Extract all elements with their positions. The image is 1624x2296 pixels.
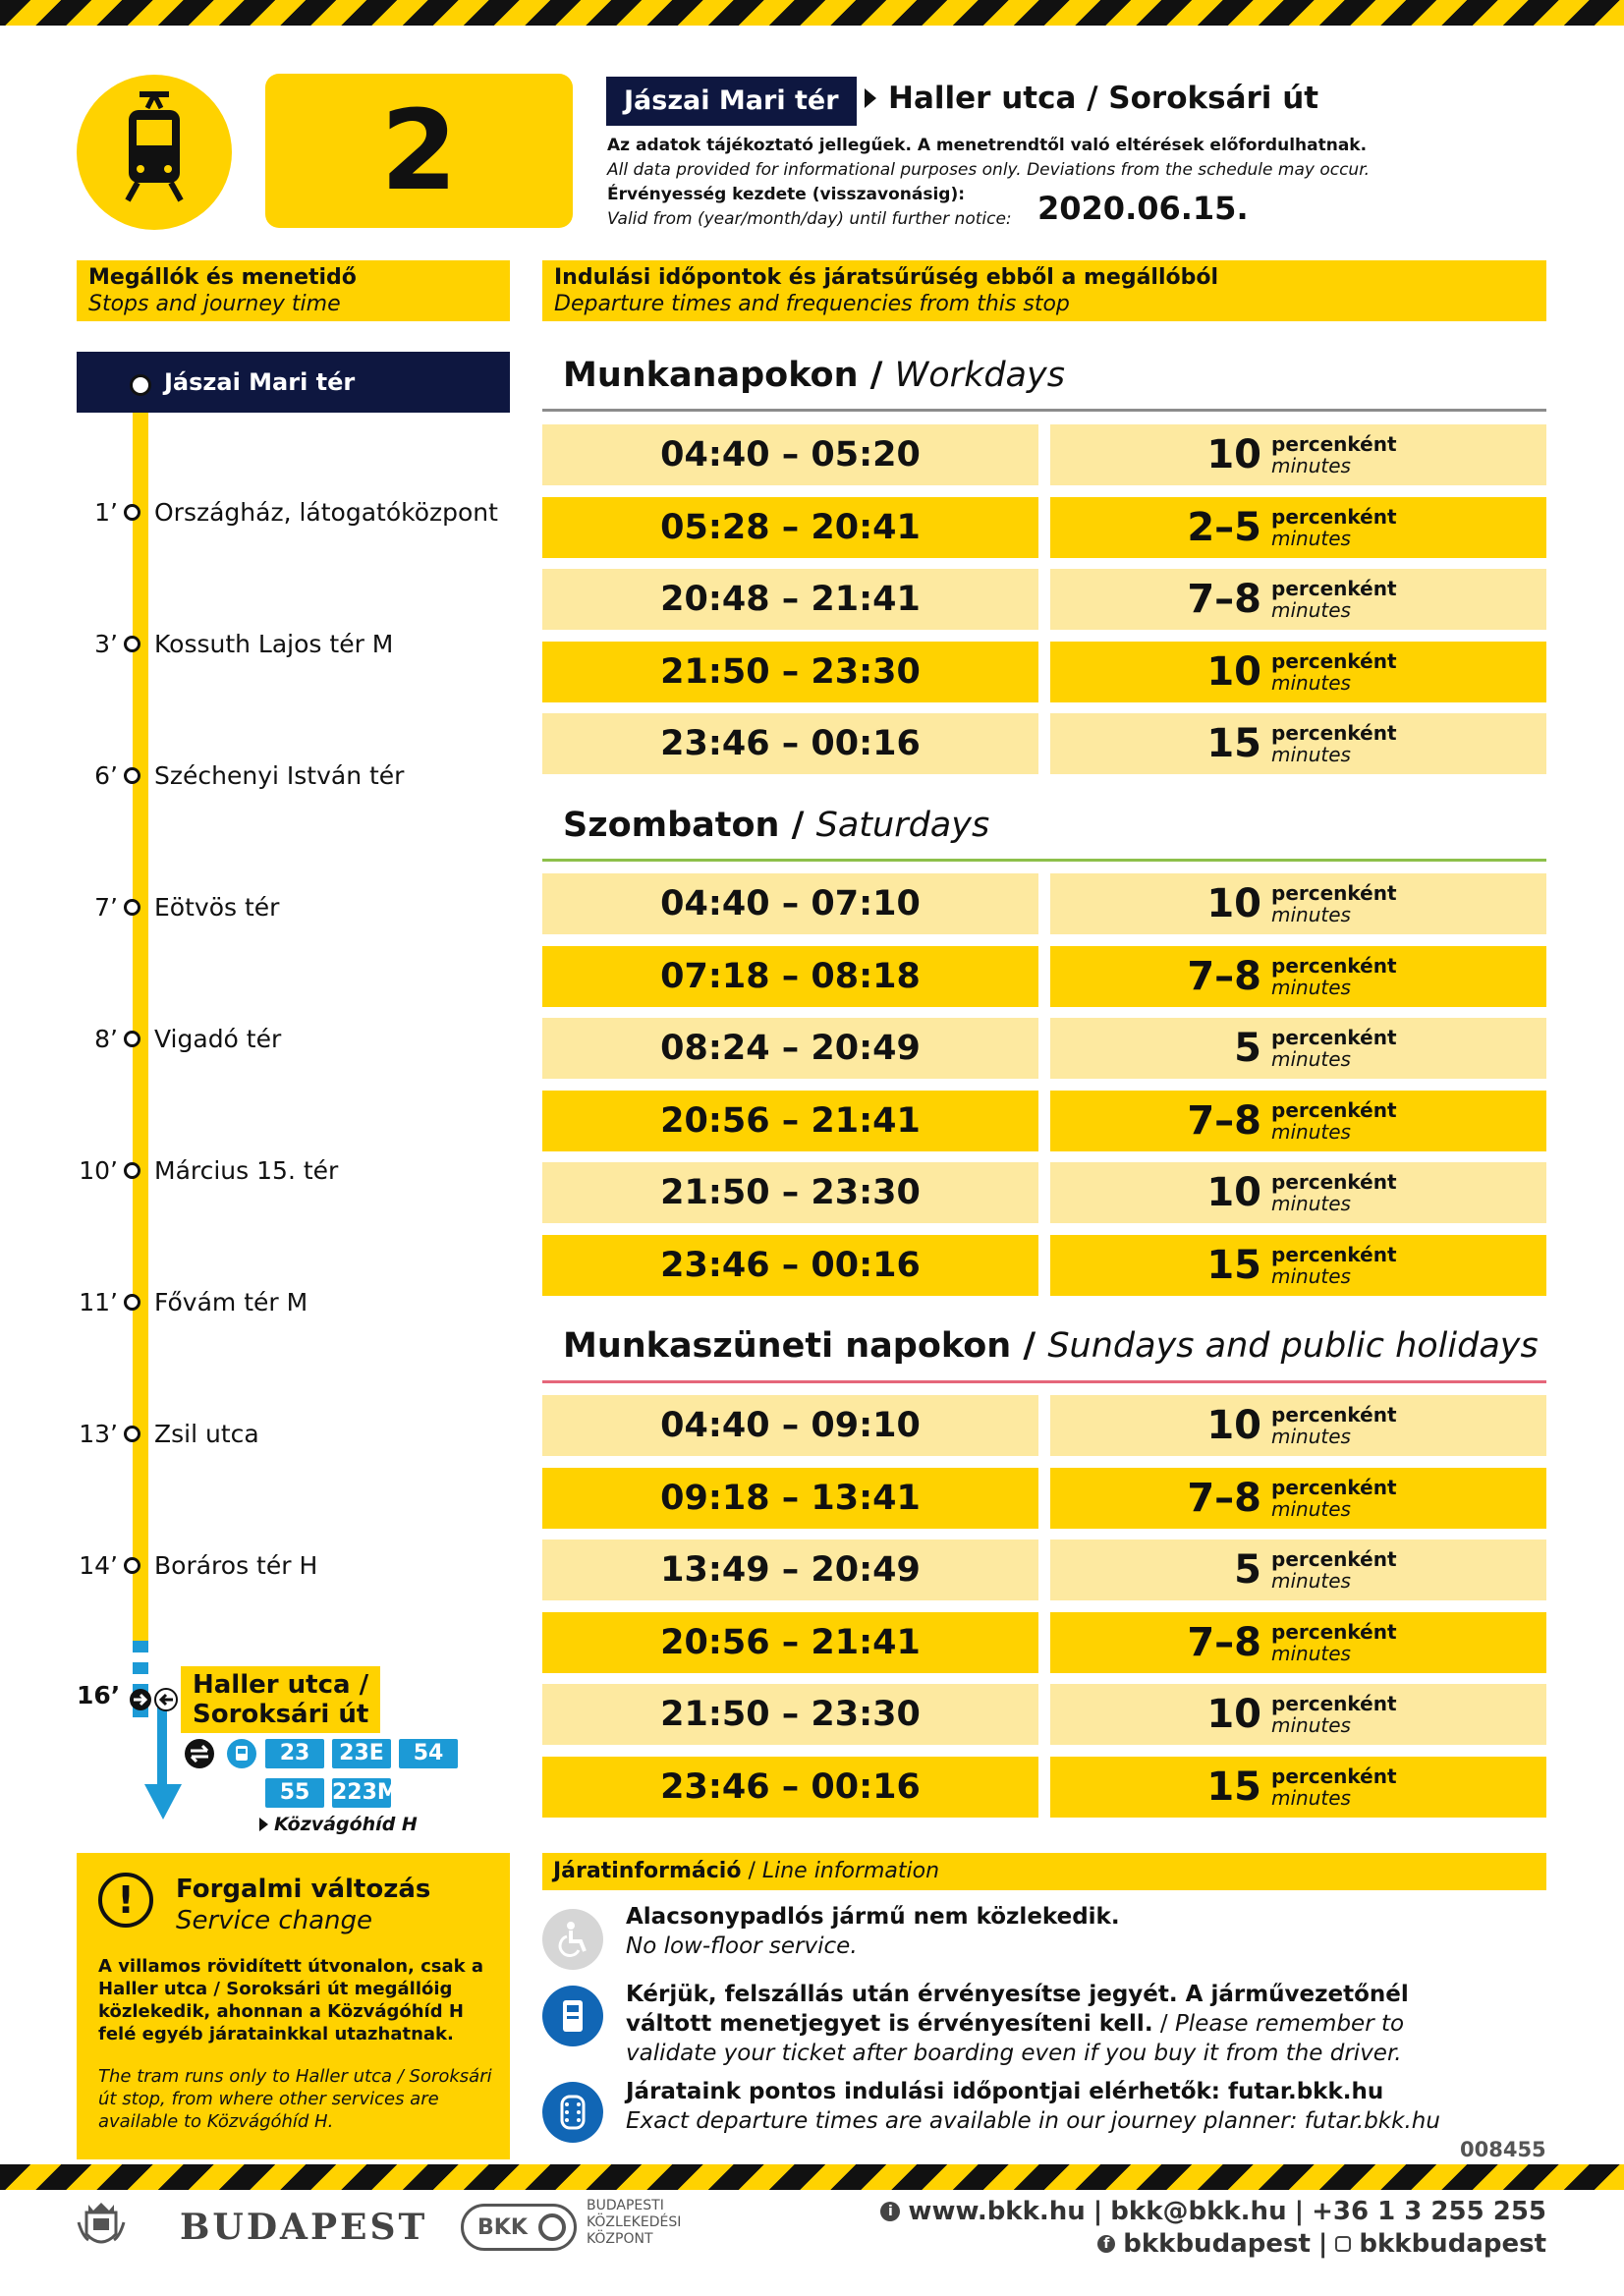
frequency-label-en: minutes bbox=[1271, 526, 1351, 550]
frequency-label-en: minutes bbox=[1271, 975, 1351, 999]
stop-row bbox=[59, 1417, 259, 1450]
budapest-wordmark: BUDAPEST bbox=[180, 2207, 428, 2248]
ticket-validator-icon bbox=[542, 1986, 603, 2046]
route-line bbox=[133, 393, 148, 1641]
departure-frequency bbox=[1050, 1468, 1546, 1529]
departure-frequency bbox=[1050, 424, 1546, 485]
departure-time-range: 04:40 – 09:10 bbox=[542, 1395, 1038, 1456]
stop-name: Március 15. tér bbox=[154, 1155, 339, 1185]
section-divider bbox=[542, 409, 1546, 412]
line-info-header: Járatinformáció / Line information bbox=[542, 1853, 1546, 1890]
frequency-label-en: minutes bbox=[1271, 1264, 1351, 1288]
frequency-label-en: minutes bbox=[1271, 1641, 1351, 1665]
departure-time-range: 23:46 – 00:16 bbox=[542, 1757, 1038, 1818]
first-stop-dot bbox=[130, 374, 151, 396]
stop-name: Országház, látogatóközpont bbox=[154, 497, 498, 527]
stop-row bbox=[59, 495, 498, 529]
stop-dot bbox=[124, 1031, 140, 1047]
notice-title-en: Service change bbox=[176, 1906, 373, 1935]
transfer-arrows-icon bbox=[129, 1688, 180, 1715]
departure-time-range: 23:46 – 00:16 bbox=[542, 1235, 1038, 1296]
departure-time-range: 21:50 – 23:30 bbox=[542, 1162, 1038, 1223]
departure-frequency bbox=[1050, 946, 1546, 1007]
info-item-3-hu: Járataink pontos indulási időpontjai elérhetők: futar.bkk.hu bbox=[626, 2079, 1384, 2104]
connection-badge: 23 bbox=[265, 1739, 324, 1768]
line-info-item-1 bbox=[626, 1902, 1510, 1961]
departure-frequency bbox=[1050, 569, 1546, 630]
connection-badge: 55 bbox=[265, 1778, 324, 1808]
stop-name: Boráros tér H bbox=[154, 1550, 318, 1580]
notice-title-hu: Forgalmi változás bbox=[176, 1875, 431, 1904]
frequency-label-en: minutes bbox=[1271, 903, 1351, 926]
phone-number: +36 1 3 255 255 bbox=[1312, 2197, 1546, 2226]
stop-name: Fővám tér M bbox=[154, 1287, 308, 1316]
stop-minutes: 6’ bbox=[94, 760, 118, 790]
departure-time-range: 13:49 – 20:49 bbox=[542, 1540, 1038, 1600]
facebook-icon: f bbox=[1097, 2235, 1115, 2253]
stop-row bbox=[59, 890, 279, 924]
stop-minutes: 8’ bbox=[94, 1024, 118, 1053]
departure-frequency bbox=[1050, 1540, 1546, 1600]
destination-label bbox=[865, 81, 1318, 116]
departure-time-range: 04:40 – 05:20 bbox=[542, 424, 1038, 485]
stop-row bbox=[59, 1285, 308, 1318]
frequency-label-hu: percenként bbox=[1271, 1026, 1397, 1050]
stop-dot bbox=[124, 1162, 140, 1179]
frequency-value: 5 bbox=[1234, 1547, 1261, 1594]
frequency-label-en: minutes bbox=[1271, 598, 1351, 623]
notice-body-en: The tram runs only to Haller utca / Soroksári út stop, from where other services are available to Közvágóhíd H. bbox=[98, 2066, 492, 2132]
stop-minutes: 11’ bbox=[79, 1287, 118, 1316]
frequency-label-en: minutes bbox=[1271, 454, 1351, 477]
departure-frequency bbox=[1050, 1395, 1546, 1456]
stop-dot bbox=[124, 636, 140, 652]
section-divider bbox=[542, 859, 1546, 862]
departure-frequency bbox=[1050, 1162, 1546, 1223]
info-item-1-hu: Alacsonypadlós jármű nem közlekedik. bbox=[626, 1904, 1120, 1930]
frequency-label-en: minutes bbox=[1271, 1192, 1351, 1216]
facebook-handle[interactable]: bkkbudapest bbox=[1123, 2229, 1311, 2259]
departure-frequency bbox=[1050, 1018, 1546, 1079]
info-item-2-hu: Kérjük, felszállás után érvényesítse jegyét. A járművezetőnél váltott menetjegyet is érvényesíteni kell. bbox=[626, 1982, 1409, 2037]
frequency-label-hu: percenként bbox=[1271, 648, 1397, 673]
departure-frequency bbox=[1050, 1684, 1546, 1745]
bkk-name bbox=[587, 2198, 681, 2248]
frequency-value: 5 bbox=[1234, 1026, 1261, 1072]
stop-minutes: 7’ bbox=[94, 892, 118, 922]
stop-row bbox=[59, 627, 393, 660]
triangle-arrow-icon bbox=[865, 88, 876, 108]
stop-minutes: 3’ bbox=[94, 629, 118, 658]
instagram-handle[interactable]: bkkbudapest bbox=[1359, 2229, 1546, 2259]
section-title-hu: Munkaszüneti napokon bbox=[563, 1326, 1012, 1366]
departure-frequency bbox=[1050, 1235, 1546, 1296]
departure-time-range: 04:40 – 07:10 bbox=[542, 873, 1038, 934]
stop-name: Vigadó tér bbox=[154, 1024, 282, 1053]
departure-time-range: 20:48 – 21:41 bbox=[542, 569, 1038, 630]
bkk-logo-text: BKK bbox=[477, 2215, 528, 2240]
departures-title-hu: Indulási időpontok és járatsűrűség ebből a megállóból bbox=[554, 265, 1219, 290]
frequency-value: 2–5 bbox=[1187, 504, 1261, 550]
line-info-title-hu: Járatinformáció bbox=[553, 1859, 742, 1883]
hazard-stripe-top bbox=[0, 0, 1624, 26]
departure-time-range: 08:24 – 20:49 bbox=[542, 1018, 1038, 1079]
departures-panel-header bbox=[542, 260, 1546, 321]
departures-title-en: Departure times and frequencies from this stop bbox=[554, 292, 1070, 316]
frequency-value: 7–8 bbox=[1187, 1097, 1261, 1144]
frequency-label-en: minutes bbox=[1271, 1569, 1351, 1594]
departure-time-range: 05:28 – 20:41 bbox=[542, 497, 1038, 558]
departure-time-range: 20:56 – 21:41 bbox=[542, 1091, 1038, 1151]
arrow-down-icon bbox=[144, 1784, 182, 1820]
disclaimer-hu: Az adatok tájékoztató jellegűek. A menetrendtől való eltérések előfordulhatnak. bbox=[607, 136, 1368, 155]
frequency-label-hu: percenként bbox=[1271, 1475, 1397, 1499]
instagram-icon bbox=[1335, 2236, 1351, 2252]
departure-frequency bbox=[1050, 873, 1546, 934]
frequency-value: 15 bbox=[1206, 1764, 1261, 1810]
first-stop: Jászai Mari tér bbox=[77, 352, 510, 413]
terminal-name-line2: Soroksári út bbox=[193, 1700, 369, 1729]
transfer-icon bbox=[184, 1738, 215, 1773]
frequency-value: 15 bbox=[1206, 1243, 1261, 1288]
budapest-coat-of-arms-icon bbox=[77, 2199, 126, 2260]
stop-name: Kossuth Lajos tér M bbox=[154, 629, 394, 658]
departure-frequency bbox=[1050, 1091, 1546, 1151]
section-title: Munkanapokon / Workdays bbox=[563, 356, 1065, 395]
email-link[interactable]: bkk@bkk.hu bbox=[1110, 2197, 1287, 2226]
section-title: Szombaton / Saturdays bbox=[563, 806, 990, 845]
frequency-value: 10 bbox=[1206, 881, 1261, 926]
stop-row bbox=[59, 1548, 317, 1582]
stop-name: Eötvös tér bbox=[154, 892, 280, 922]
frequency-label-en: minutes bbox=[1271, 1047, 1351, 1072]
notice-body-hu: A villamos rövidített útvonalon, csak a Haller utca / Soroksári út megállóig közlekedik, ahonnan a Közvágóhíd H felé egyéb járatainkkal utazhatnak. bbox=[98, 1956, 484, 2044]
origin-stop-label: Jászai Mari tér bbox=[606, 77, 857, 126]
tram-icon bbox=[77, 75, 232, 230]
frequency-value: 7–8 bbox=[1187, 1619, 1261, 1665]
frequency-label-en: minutes bbox=[1271, 1425, 1351, 1448]
line-info-item-2: Kérjük, felszállás után érvényesítse jegyét. A járművezetőnél váltott menetjegyet is érvényesíteni kell. / Please remember to validate your ticket after boarding even if you buy it from the driver. bbox=[626, 1982, 1409, 2066]
frequency-value: 10 bbox=[1206, 1170, 1261, 1216]
continues-to bbox=[259, 1814, 418, 1835]
terminal-name-line1: Haller utca / bbox=[193, 1670, 369, 1700]
stop-name: Zsil utca bbox=[154, 1419, 259, 1448]
stop-row bbox=[59, 1153, 338, 1187]
stop-minutes: 10’ bbox=[79, 1155, 118, 1185]
frequency-label-hu: percenként bbox=[1271, 1170, 1397, 1195]
contact-line: i www.bkk.hu | bkk@bkk.hu | +36 1 3 255 255 bbox=[880, 2197, 1546, 2226]
validity-label-hu: Érvényesség kezdete (visszavonásig): bbox=[607, 185, 966, 204]
departure-time-range: 20:56 – 21:41 bbox=[542, 1612, 1038, 1673]
frequency-label-hu: percenként bbox=[1271, 721, 1397, 746]
bkk-ring-icon bbox=[538, 2213, 566, 2241]
info-icon: i bbox=[880, 2202, 900, 2221]
warning-icon: ! bbox=[98, 1873, 153, 1928]
website-link[interactable]: www.bkk.hu bbox=[908, 2197, 1086, 2226]
frequency-label-hu: percenként bbox=[1271, 1619, 1397, 1644]
section-title-hu: Munkanapokon bbox=[563, 356, 859, 395]
stop-row bbox=[59, 1022, 281, 1055]
disclaimer bbox=[607, 134, 1370, 232]
stop-dot bbox=[124, 1557, 140, 1574]
bkk-name-line: KÖZPONT bbox=[587, 2231, 653, 2247]
stops-title-en: Stops and journey time bbox=[88, 292, 341, 316]
line-number: 2 bbox=[265, 74, 573, 228]
info-item-2-en: Please remember to validate your ticket after boarding even if you buy it from the driver. bbox=[626, 2011, 1405, 2066]
frequency-label-hu: percenként bbox=[1271, 1692, 1397, 1716]
bkk-logo bbox=[461, 2204, 577, 2251]
stops-title-hu: Megállók és menetidő bbox=[88, 265, 357, 290]
stop-row bbox=[59, 758, 404, 792]
frequency-label-hu: percenként bbox=[1271, 1403, 1397, 1427]
frequency-label-hu: percenként bbox=[1271, 1097, 1397, 1122]
section-title-en: Saturdays bbox=[815, 806, 990, 845]
frequency-label-hu: percenként bbox=[1271, 1547, 1397, 1572]
frequency-label-en: minutes bbox=[1271, 1713, 1351, 1738]
triangle-arrow-icon bbox=[259, 1818, 268, 1831]
connection-badge: 223M bbox=[332, 1778, 391, 1808]
frequency-value: 7–8 bbox=[1187, 1475, 1261, 1521]
disclaimer-en: All data provided for informational purposes only. Deviations from the schedule may occur. bbox=[607, 160, 1371, 180]
stop-dot bbox=[124, 1426, 140, 1442]
section-title-hu: Szombaton bbox=[563, 806, 780, 845]
frequency-label-hu: percenként bbox=[1271, 432, 1397, 456]
frequency-label-hu: percenként bbox=[1271, 504, 1397, 529]
frequency-label-hu: percenként bbox=[1271, 881, 1397, 905]
line-info-title-en: Line information bbox=[761, 1859, 940, 1883]
stop-minutes: 14’ bbox=[79, 1550, 118, 1580]
destination-stop: Haller utca / Soroksári út bbox=[888, 81, 1319, 116]
wheelchair-icon bbox=[542, 1909, 603, 1970]
frequency-label-en: minutes bbox=[1271, 670, 1351, 695]
valid-from-date: 2020.06.15. bbox=[1037, 190, 1249, 227]
terminal-minutes: 16’ bbox=[77, 1681, 121, 1709]
info-item-3-en: Exact departure times are available in our journey planner: futar.bkk.hu bbox=[626, 2108, 1440, 2134]
bkk-name-line: KÖZLEKEDÉSI bbox=[587, 2214, 682, 2230]
stops-panel-header bbox=[77, 260, 510, 321]
social-line: f bkkbudapest | bkkbudapest bbox=[1097, 2229, 1546, 2259]
stop-dot bbox=[124, 899, 140, 916]
hazard-stripe-bottom bbox=[0, 2164, 1624, 2190]
frequency-label-hu: percenként bbox=[1271, 1764, 1397, 1788]
continues-to-label: Közvágóhíd H bbox=[274, 1814, 418, 1835]
frequency-value: 10 bbox=[1206, 1692, 1261, 1738]
bkk-name-line: BUDAPESTI bbox=[587, 2198, 664, 2213]
terminal-stop-name bbox=[181, 1666, 380, 1733]
departure-frequency bbox=[1050, 713, 1546, 774]
connection-badge: 23E bbox=[332, 1739, 391, 1768]
frequency-label-en: minutes bbox=[1271, 1119, 1351, 1144]
departure-time-range: 07:18 – 08:18 bbox=[542, 946, 1038, 1007]
departure-frequency bbox=[1050, 497, 1546, 558]
service-change-notice bbox=[77, 1853, 510, 2159]
departure-time-range: 23:46 – 00:16 bbox=[542, 713, 1038, 774]
section-title-en: Workdays bbox=[894, 356, 1065, 395]
stop-name: Széchenyi István tér bbox=[154, 760, 405, 790]
stop-dot bbox=[124, 1294, 140, 1311]
connection-badge: 54 bbox=[399, 1739, 458, 1768]
stop-minutes: 1’ bbox=[94, 497, 118, 527]
validity-label-en: Valid from (year/month/day) until further notice: bbox=[607, 209, 1012, 229]
departure-frequency bbox=[1050, 1612, 1546, 1673]
frequency-value: 10 bbox=[1206, 432, 1261, 477]
section-divider bbox=[542, 1380, 1546, 1383]
stop-dot bbox=[124, 767, 140, 784]
stop-minutes: 13’ bbox=[79, 1419, 118, 1448]
departure-time-range: 21:50 – 23:30 bbox=[542, 1684, 1038, 1745]
section-title-en: Sundays and public holidays bbox=[1047, 1326, 1539, 1366]
frequency-value: 7–8 bbox=[1187, 577, 1261, 623]
frequency-label-en: minutes bbox=[1271, 1496, 1351, 1521]
frequency-label-en: minutes bbox=[1271, 743, 1351, 767]
departure-frequency bbox=[1050, 642, 1546, 702]
info-item-1-en: No low-floor service. bbox=[626, 1933, 858, 1959]
departure-frequency bbox=[1050, 1757, 1546, 1818]
departure-time-range: 21:50 – 23:30 bbox=[542, 642, 1038, 702]
departure-time-range: 09:18 – 13:41 bbox=[542, 1468, 1038, 1529]
bus-icon bbox=[226, 1738, 257, 1773]
frequency-value: 7–8 bbox=[1187, 953, 1261, 999]
document-code: 008455 bbox=[1460, 2138, 1546, 2161]
frequency-value: 15 bbox=[1206, 721, 1261, 767]
frequency-label-hu: percenként bbox=[1271, 953, 1397, 978]
frequency-value: 10 bbox=[1206, 1403, 1261, 1448]
frequency-value: 10 bbox=[1206, 648, 1261, 695]
stop-dot bbox=[124, 504, 140, 521]
futar-icon bbox=[542, 2082, 603, 2143]
line-info-item-3 bbox=[626, 2077, 1510, 2136]
frequency-label-en: minutes bbox=[1271, 1786, 1351, 1810]
section-title: Munkaszüneti napokon / Sundays and public holidays bbox=[563, 1326, 1539, 1366]
frequency-label-hu: percenként bbox=[1271, 577, 1397, 601]
frequency-label-hu: percenként bbox=[1271, 1243, 1397, 1266]
